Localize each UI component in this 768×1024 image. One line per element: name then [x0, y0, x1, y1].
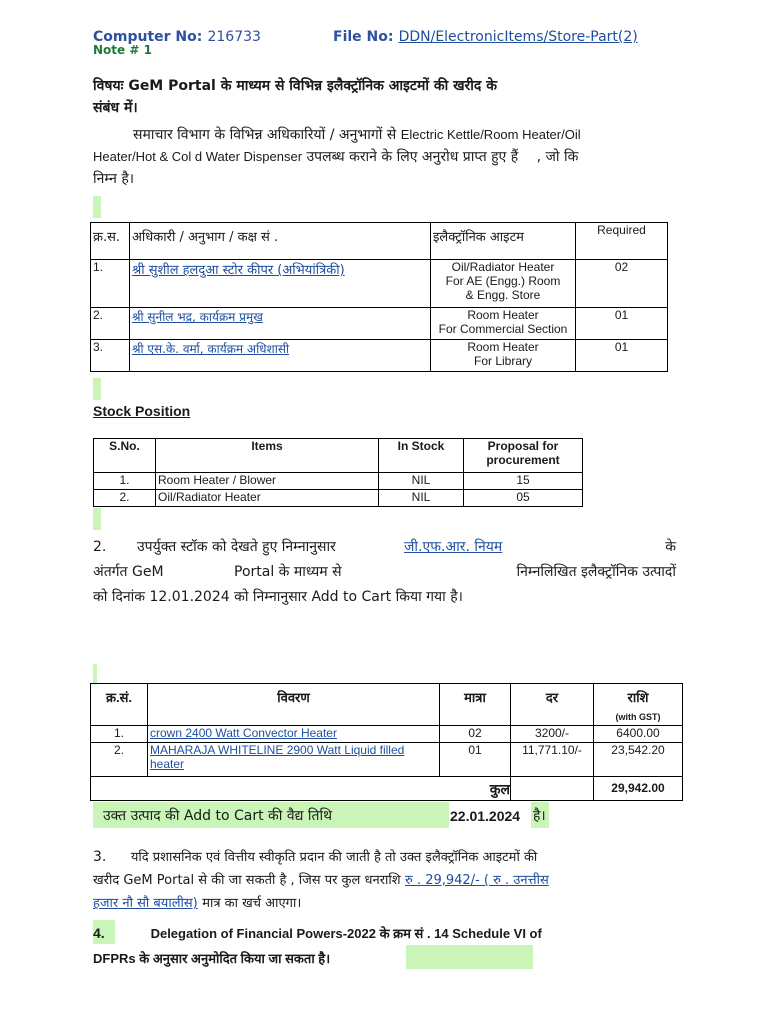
request-row1-qty: 02: [576, 260, 668, 308]
stock-row2-sno: 2.: [94, 490, 156, 507]
cart-amount-note: (with GST): [615, 712, 661, 722]
table-row: [91, 743, 683, 777]
request-row2-officer[interactable]: श्री सुनील भद्र, कार्यक्रम प्रमुख: [130, 308, 431, 340]
table-row: [91, 260, 668, 308]
highlight-marker: [93, 508, 101, 530]
para3-line3: मात्र का खर्च आएगा।: [202, 896, 302, 911]
request-row2-item: [431, 308, 576, 340]
stock-row1-instock: NIL: [379, 473, 464, 490]
stock-row2-instock: NIL: [379, 490, 464, 507]
cart-row2-desc[interactable]: MAHARAJA WHITELINE 2900 Watt Liquid filled heater: [148, 743, 440, 777]
para2-line1-text: उपर्युक्त स्टॉक को देखते हुए निम्नानुसार: [137, 539, 336, 555]
para2-line1-tail: के: [665, 539, 676, 555]
request-row1-officer[interactable]: श्री सुशील हलदुआ स्टोर कीपर (अभियांत्रिकी): [130, 260, 431, 308]
request-row3-qty: 01: [576, 340, 668, 372]
stock-heading: Stock Position: [93, 403, 191, 419]
file-no-label: File No:: [333, 29, 394, 45]
stock-row2-proposal: 05: [464, 490, 583, 507]
cart-col-sno: क्र.सं.: [91, 684, 148, 726]
request-table-header: [91, 223, 668, 260]
computer-no-label: Computer No:: [93, 29, 203, 45]
para2-line2-a: अंतर्गत GeM: [93, 564, 164, 580]
computer-no-value: 216733: [207, 29, 261, 45]
request-row2-item-line1: Room Heater: [467, 308, 539, 322]
intro-paragraph: [93, 124, 683, 190]
request-row3-sno: 3.: [91, 340, 130, 372]
table-row: [91, 308, 668, 340]
subject-line-2: संबंध में।: [93, 100, 138, 116]
para3-number: 3.: [93, 849, 107, 865]
para2-line2-c: निम्नलिखित इलैक्ट्रॉनिक उत्पादों: [516, 564, 676, 580]
request-row2-qty: 01: [576, 308, 668, 340]
stock-row1-sno: 1.: [94, 473, 156, 490]
stock-row1-proposal: 15: [464, 473, 583, 490]
paragraph-3: [93, 846, 676, 915]
intro-line2-hindi: उपलब्ध कराने के लिए अनुरोध प्राप्त हुए हैं: [306, 149, 519, 165]
highlight-marker: [93, 196, 101, 218]
validity-suffix: है।: [533, 808, 546, 824]
request-row3-item: [431, 340, 576, 372]
stock-row2-item: Oil/Radiator Heater: [156, 490, 379, 507]
request-row1-item-line2: For AE (Engg.) Room: [445, 274, 561, 288]
table-row: [94, 473, 583, 490]
request-col-item: इलैक्ट्रॉनिक आइटम: [431, 223, 576, 260]
gfr-rule-link[interactable]: जी.एफ.आर. नियम: [404, 539, 503, 555]
cart-row1-amount: 6400.00: [594, 726, 683, 743]
request-col-officer: अधिकारी / अनुभाग / कक्ष सं .: [130, 223, 431, 260]
para3-line1: यदि प्रशासनिक एवं वित्तीय स्वीकृति प्रदान की जाती है तो उक्त इलैक्ट्रॉनिक आइटमों की: [130, 850, 538, 865]
request-row3-item-line2: For Library: [473, 354, 532, 368]
cart-col-amount-label: राशि: [627, 690, 649, 705]
stock-table: [93, 438, 583, 507]
request-col-sno: क्र.स.: [91, 223, 130, 260]
para3-line2: खरीद GeM Portal से की जा सकती है , जिस पर कुल धनराशि: [93, 873, 401, 888]
cart-col-desc: विवरण: [148, 684, 440, 726]
para2-line3: को दिनांक 12.01.2024 को निम्नानुसार Add to Cart किया गया है।: [93, 589, 463, 605]
subject-line-1: विषयः GeM Portal के माध्यम से विभिन्न इलैक्ट्रॉनिक आइटमों की खरीद के: [93, 78, 497, 94]
intro-line1-hindi: समाचार विभाग के विभिन्न अधिकारियों / अनुभागों से: [133, 127, 397, 143]
amount-words-link[interactable]: हजार नौ सौ बयालीस): [93, 896, 198, 911]
intro-line3: निम्न है।: [93, 171, 135, 187]
stock-table-header: [94, 439, 583, 473]
cart-row2-qty: 01: [440, 743, 511, 777]
cart-total-value: 29,942.00: [594, 777, 683, 801]
cart-col-qty: मात्रा: [440, 684, 511, 726]
table-row: [91, 340, 668, 372]
cart-row2-amount: 23,542.20: [594, 743, 683, 777]
intro-line2-tail: , जो कि: [536, 149, 579, 165]
file-no: [333, 26, 638, 45]
cart-row2-sno: 2.: [91, 743, 148, 777]
cart-row1-rate: 3200/-: [511, 726, 594, 743]
cart-table: [90, 683, 683, 801]
paragraph-4: [93, 921, 676, 971]
cart-row1-qty: 02: [440, 726, 511, 743]
cart-total-label: कुल: [91, 777, 511, 801]
cart-col-amount: [594, 684, 683, 726]
highlight-marker: [93, 664, 97, 684]
stock-col-instock: In Stock: [379, 439, 464, 473]
table-row: [91, 726, 683, 743]
cart-row1-desc[interactable]: crown 2400 Watt Convector Heater: [148, 726, 440, 743]
table-row: [94, 490, 583, 507]
file-no-link[interactable]: DDN/ElectronicItems/Store-Part(2): [398, 29, 638, 45]
cart-row2-rate: 11,771.10/-: [511, 743, 594, 777]
note-label: Note # 1: [93, 43, 152, 57]
amount-link[interactable]: रु . 29,942/- ( रु . उनत्तीस: [405, 873, 549, 888]
stock-row1-item: Room Heater / Blower: [156, 473, 379, 490]
para4-number: 4.: [93, 925, 105, 941]
request-row3-officer[interactable]: श्री एस.के. वर्मा, कार्यक्रम अधिशासी: [130, 340, 431, 372]
paragraph-2: [93, 535, 676, 610]
cart-total-row: [91, 777, 683, 801]
stock-col-items: Items: [156, 439, 379, 473]
validity-text: उक्त उत्पाद की Add to Cart की वैद्य तिथि: [103, 808, 333, 824]
request-row2-sno: 2.: [91, 308, 130, 340]
para4-line2: DFPRs के अनुसार अनुमोदित किया जा सकता है।: [93, 951, 331, 966]
para4-line1: Delegation of Financial Powers-2022 के क्रम सं . 14 Schedule VI of: [150, 926, 542, 941]
subject: [93, 75, 693, 119]
request-row1-sno: 1.: [91, 260, 130, 308]
stock-col-proposal: Proposal for procurement: [464, 439, 583, 473]
para2-number: 2.: [93, 539, 107, 555]
intro-line2-english: Heater/Hot & Col d Water Dispenser: [93, 149, 303, 164]
cart-table-header: [91, 684, 683, 726]
request-row3-item-line1: Room Heater: [467, 340, 539, 354]
request-col-required: Required: [576, 223, 668, 260]
stock-col-sno: S.No.: [94, 439, 156, 473]
validity-date: 22.01.2024: [450, 808, 521, 824]
request-row1-item-line1: Oil/Radiator Heater: [451, 260, 555, 274]
para2-line2-b: Portal के माध्यम से: [234, 564, 342, 580]
cart-col-rate: दर: [511, 684, 594, 726]
intro-line1-english: Electric Kettle/Room Heater/Oil: [400, 127, 581, 142]
request-row2-item-line2: For Commercial Section: [438, 322, 568, 336]
highlight-marker: [93, 378, 101, 400]
request-row1-item-line3: & Engg. Store: [465, 288, 541, 302]
request-table: [90, 222, 668, 372]
cart-row1-sno: 1.: [91, 726, 148, 743]
cart-total-spacer: [511, 777, 594, 801]
request-row1-item: [431, 260, 576, 308]
